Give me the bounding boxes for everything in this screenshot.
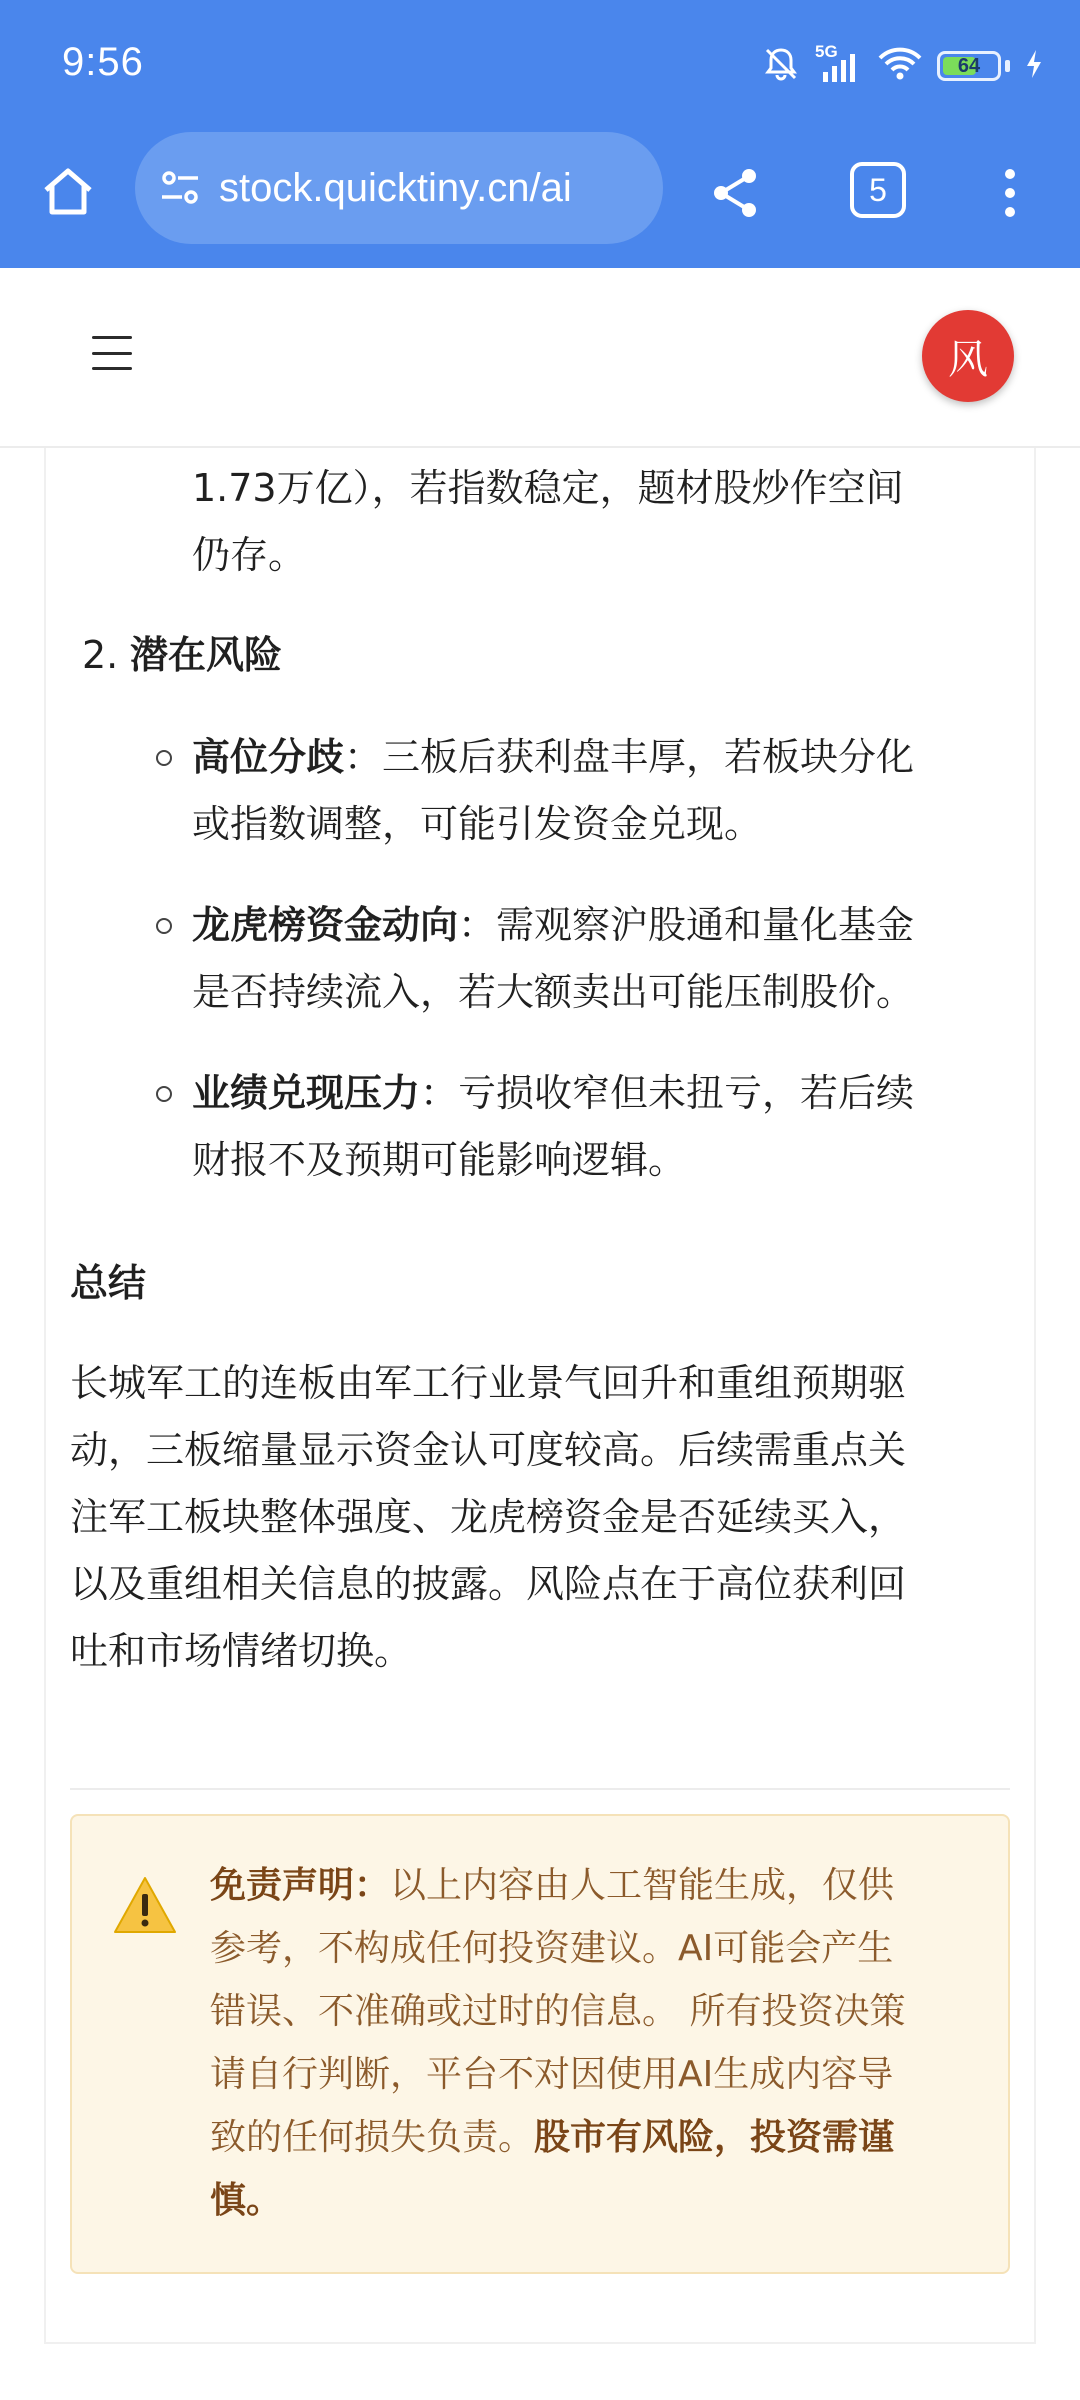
signal-icon	[815, 42, 863, 86]
more-vert-icon	[1003, 168, 1017, 218]
summary-line: 吐和市场情绪切换。	[70, 1629, 413, 1673]
url-text: stock.quicktiny.cn/ai	[219, 165, 572, 210]
bullet-icon	[156, 918, 172, 934]
disclaimer-warning: 股市有风险，投资需谨	[534, 2117, 895, 2158]
disclaimer-label: 免责声明：	[210, 1865, 391, 1906]
list-item-text: 需观察沪股通和量化基金	[496, 903, 915, 947]
list-item-sep: ：	[344, 735, 383, 779]
list-item-text: 是否持续流入，若大额卖出可能压制股价。	[192, 970, 915, 1014]
summary-line: 动，三板缩量显示资金认可度较高。后续需重点关	[70, 1428, 907, 1472]
battery-level: 64	[957, 54, 981, 77]
network-label: 5G	[815, 42, 838, 61]
disclaimer-warning: 慎。	[210, 2180, 283, 2221]
bullet-icon	[156, 750, 172, 766]
avatar[interactable]: 风	[922, 310, 1014, 402]
list-item-text: 财报不及预期可能影响逻辑。	[192, 1138, 687, 1182]
carryover-text-line1: 1.73万亿），若指数稳定，题材股炒作空间	[192, 466, 904, 510]
tab-switcher-button[interactable]: 5	[850, 162, 906, 218]
list-item-sep: ：	[458, 903, 497, 947]
list-item-text: 或指数调整，可能引发资金兑现。	[192, 802, 763, 846]
summary-heading: 总结	[70, 1261, 147, 1305]
site-header	[0, 268, 1080, 448]
browser-toolbar	[0, 130, 1080, 268]
divider	[70, 1788, 1010, 1790]
address-bar[interactable]	[135, 132, 663, 244]
disclaimer-line: 参考，不构成任何投资建议。AI可能会产生	[210, 1928, 894, 1969]
list-item-title: 业绩兑现压力	[192, 1071, 421, 1115]
home-button[interactable]	[36, 160, 100, 224]
status-bar	[0, 0, 1080, 130]
charging-icon	[1024, 48, 1044, 84]
battery-icon	[937, 51, 1001, 81]
summary-line: 以及重组相关信息的披露。风险点在于高位获利回	[70, 1562, 907, 1606]
carryover-text-line2: 仍存。	[192, 533, 307, 577]
share-button[interactable]	[700, 158, 770, 228]
disclaimer-line: 以上内容由人工智能生成，仅供	[390, 1865, 895, 1906]
summary-line: 注军工板块整体强度、龙虎榜资金是否延续买入，	[70, 1495, 907, 1539]
battery-tip	[1005, 60, 1010, 72]
list-item-title: 高位分歧	[192, 735, 345, 779]
status-icons	[761, 44, 1044, 88]
share-icon	[705, 163, 765, 223]
browser-chrome	[0, 0, 1080, 268]
wifi-icon	[877, 44, 923, 88]
overflow-menu-button[interactable]	[990, 158, 1030, 228]
disclaimer-line: 致的任何损失负责。	[210, 2117, 535, 2158]
list-item-sep: ：	[420, 1071, 459, 1115]
menu-icon[interactable]	[92, 336, 132, 370]
list-item-text: 三板后获利盘丰厚，若板块分化	[382, 735, 915, 779]
site-settings-icon[interactable]	[155, 163, 205, 213]
mute-icon	[761, 44, 801, 88]
warning-icon	[112, 1874, 178, 1936]
section-title: 潜在风险	[130, 633, 283, 677]
bullet-icon	[156, 1086, 172, 1102]
summary-line: 长城军工的连板由军工行业景气回升和重组预期驱	[70, 1361, 907, 1405]
status-time: 9:56	[62, 40, 144, 84]
disclaimer-line: 请自行判断，平台不对因使用AI生成内容导	[210, 2054, 894, 2095]
home-icon	[40, 164, 96, 220]
disclaimer-box	[70, 1814, 1010, 2274]
list-item-title: 龙虎榜资金动向	[192, 903, 459, 947]
list-item-text: 亏损收窄但未扭亏，若后续	[458, 1071, 915, 1115]
disclaimer-line: 错误、不准确或过时的信息。 所有投资决策	[210, 1991, 906, 2032]
disclaimer-text	[210, 1854, 980, 2232]
section-number: 2.	[82, 633, 119, 677]
